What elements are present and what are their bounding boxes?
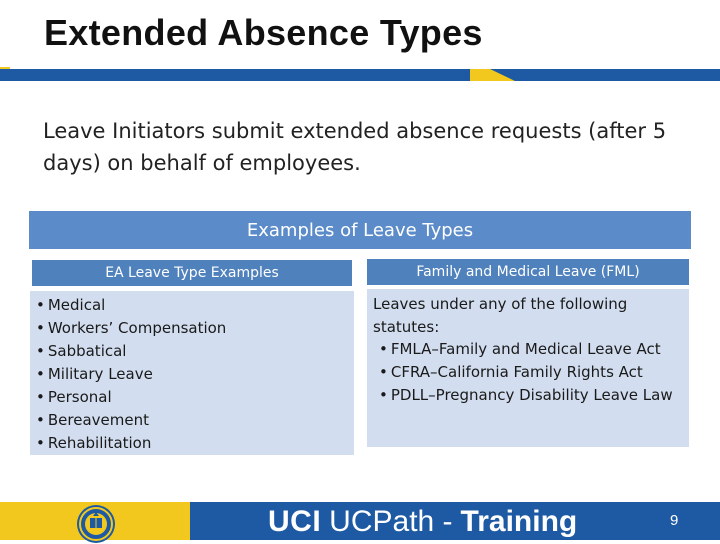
footer-training-label: Training xyxy=(460,505,578,538)
list-item: • Sabbatical xyxy=(36,342,127,360)
intro-text: Leave Initiators submit extended absence requests (after 5 days) on behalf of employees. xyxy=(43,119,667,175)
ea-leave-types-header: EA Leave Type Examples xyxy=(32,260,352,286)
list-item: • Rehabilitation xyxy=(36,434,152,452)
fml-lead-text: Leaves under any of the following statutes: xyxy=(373,295,628,336)
list-item: • Personal xyxy=(36,388,112,406)
fml-header: Family and Medical Leave (FML) xyxy=(367,259,689,285)
list-item: • Bereavement xyxy=(36,411,149,429)
list-item: • Workers’ Compensation xyxy=(36,319,227,337)
footer-brand xyxy=(268,502,577,542)
uc-seal-icon xyxy=(76,504,116,544)
ea-leave-types-panel xyxy=(30,291,354,455)
title-underline-bar xyxy=(0,67,720,83)
slide-title: Extended Absence Types xyxy=(44,12,483,53)
list-item: • CFRA–California Family Rights Act xyxy=(379,363,643,381)
footer-uci-label: UCI xyxy=(268,505,322,538)
fml-statutes-list xyxy=(373,338,683,407)
footer-product-label: UCPath - xyxy=(329,505,453,538)
list-item: • Military Leave xyxy=(36,365,153,383)
ea-leave-types-list xyxy=(36,294,348,455)
examples-header: Examples of Leave Types xyxy=(29,211,691,249)
list-item: • PDLL–Pregnancy Disability Leave Law xyxy=(379,386,673,404)
page-number: 9 xyxy=(670,512,679,529)
list-item: • FMLA–Family and Medical Leave Act xyxy=(379,340,661,358)
list-item: • Medical xyxy=(36,296,106,314)
fml-panel xyxy=(367,289,689,447)
